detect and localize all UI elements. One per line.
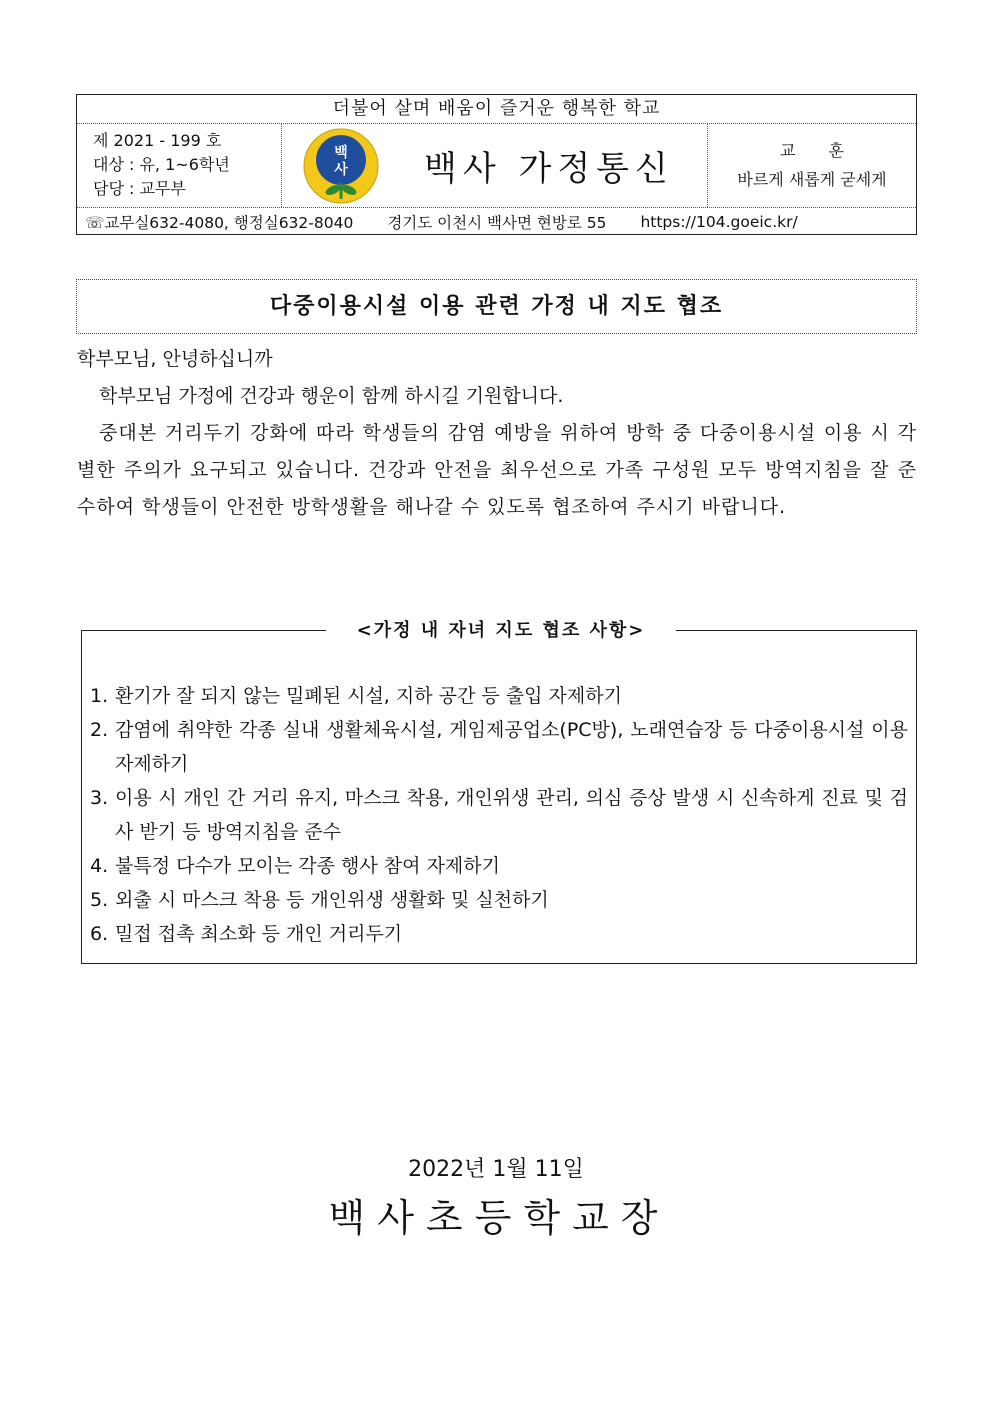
item-text: 외출 시 마스크 착용 등 개인위생 생활화 및 실천하기 — [115, 889, 549, 911]
guidance-title: <가정 내 자녀 지도 협조 사항> — [326, 617, 676, 645]
creed-text: 바르게 새롭게 굳세게 — [737, 170, 887, 189]
list-item — [90, 883, 908, 917]
issue-info — [77, 124, 282, 207]
item-number: 6. — [90, 923, 109, 945]
item-number: 3. — [90, 787, 109, 809]
list-item — [90, 679, 908, 713]
guidance-list — [90, 679, 908, 951]
item-number: 4. — [90, 855, 109, 877]
phone-numbers: ☏교무실632-4080, 행정실632-8040 — [85, 214, 354, 232]
item-number: 2. — [90, 719, 109, 741]
item-text: 감염에 취약한 각종 실내 생활체육시설, 게임제공업소(PC방), 노래연습장 등 다중이용시설 이용 자제하기 — [115, 719, 908, 775]
issue-number: 제 2021 - 199 호 — [93, 131, 222, 150]
list-item — [90, 713, 908, 781]
item-text: 이용 시 개인 간 거리 유지, 마스크 착용, 개인위생 관리, 의심 증상 발생 시 신속하게 진료 및 검사 받기 등 방역지침을 준수 — [115, 787, 908, 843]
contact-row — [77, 208, 916, 236]
item-number: 1. — [90, 685, 109, 707]
newsletter-header — [76, 94, 917, 235]
item-text: 밀접 접촉 최소화 등 개인 거리두기 — [115, 923, 403, 945]
school-motto: 더불어 살며 배움이 즐거운 행복한 학교 — [77, 95, 916, 124]
publication-banner — [282, 124, 708, 207]
list-item — [90, 917, 908, 951]
creed-label: 교 훈 — [780, 141, 858, 160]
publication-title: 백사 가정통신 — [424, 149, 674, 189]
list-item — [90, 781, 908, 849]
target-audience: 대상 : 유, 1~6학년 — [93, 155, 230, 174]
item-text: 불특정 다수가 모이는 각종 행사 참여 자제하기 — [115, 855, 500, 877]
logo-text: 백 — [334, 144, 348, 161]
school-address: 경기도 이천시 백사면 현방로 55 — [387, 214, 607, 232]
greeting: 학부모님, 안녕하십니까 — [77, 348, 273, 370]
svg-text:사: 사 — [334, 161, 348, 178]
item-text: 환기가 잘 되지 않는 밀폐된 시설, 지하 공간 등 출입 자제하기 — [115, 685, 622, 707]
guidance-box — [81, 620, 917, 964]
document-title: 다중이용시설 이용 관련 가정 내 지도 협조 — [76, 279, 917, 334]
item-number: 5. — [90, 889, 109, 911]
header-info-row — [77, 124, 916, 208]
school-website-link[interactable]: https://104.goeic.kr/ — [640, 213, 798, 231]
school-logo-icon — [302, 127, 380, 205]
principal-signature: 백사초등학교장 — [328, 1196, 670, 1240]
school-creed — [708, 124, 916, 207]
department-in-charge: 담당 : 교무부 — [93, 179, 186, 198]
paragraph-wishes: 학부모님 가정에 건강과 행운이 함께 하시길 기원합니다. — [99, 385, 564, 407]
letter-body — [77, 341, 917, 526]
issue-date: 2022년 1월 11일 — [408, 1157, 584, 1182]
list-item — [90, 849, 908, 883]
paragraph-request: 중대본 거리두기 강화에 따라 학생들의 감염 예방을 위하여 방학 중 다중이용시설 이용 시 각별한 주의가 요구되고 있습니다. 건강과 안전을 최우선으로 가족 구성원 모두 방역지침을 잘 준수하여 학생들이 안전한 방학생활을 해나갈 수 있도록 협조하여 주시기 바랍니다. — [77, 422, 917, 518]
